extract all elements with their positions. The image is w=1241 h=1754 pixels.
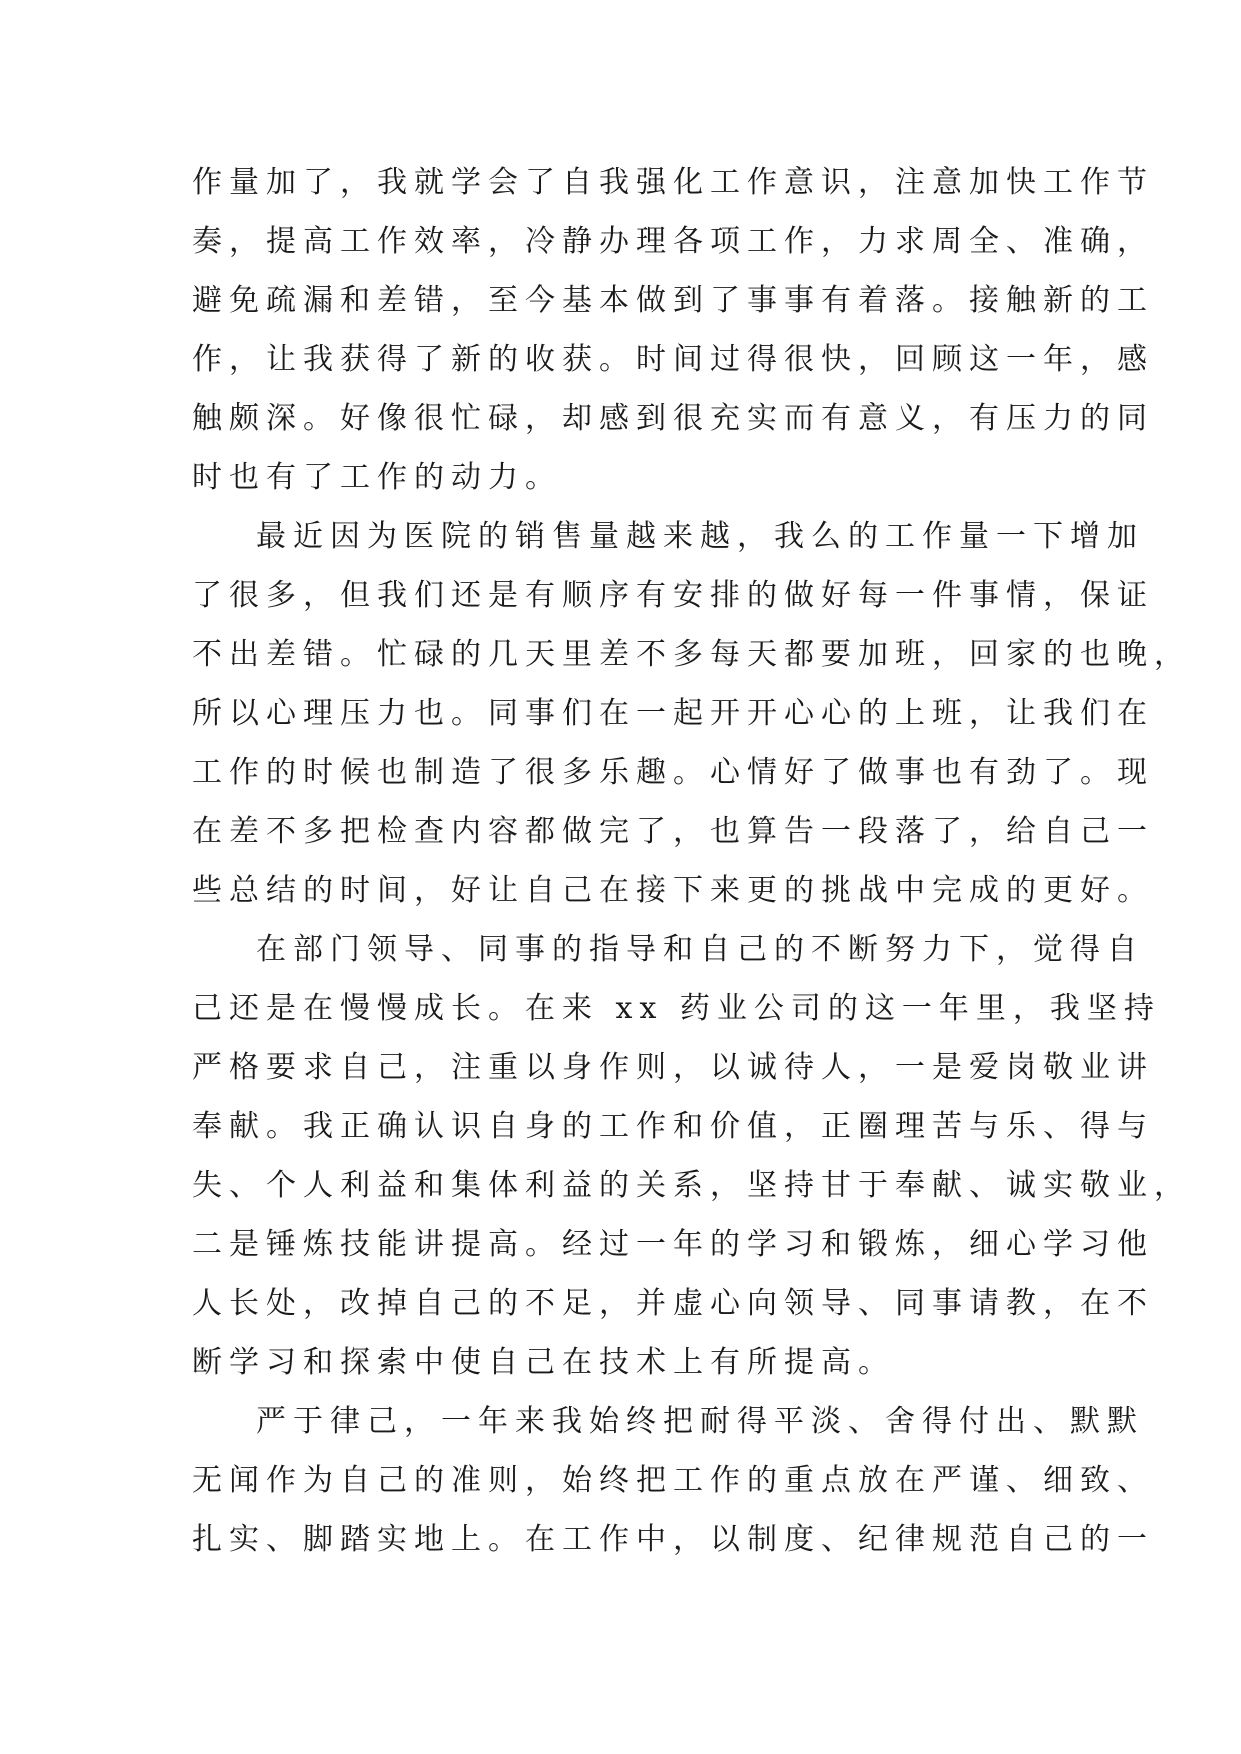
- text-line: 奏，提高工作效率，冷静办理各项工作，力求周全、准确，: [192, 224, 1154, 259]
- text-line: 作，让我获得了新的收获。时间过得很快，回顾这一年，感: [192, 342, 1154, 377]
- text-line: 些总结的时间，好让自己在接下来更的挑战中完成的更好。: [192, 873, 1154, 908]
- text-line: 避免疏漏和差错，至今基本做到了事事有着落。接触新的工: [192, 283, 1154, 318]
- text-line: 断学习和探索中使自己在技术上有所提高。: [192, 1345, 895, 1380]
- text-line: 最近因为医院的销售量越来越，我么的工作量一下增加: [256, 519, 1144, 554]
- text-line: 己还是在慢慢成长。在来 xx 药业公司的这一年里，我坚持: [192, 991, 1161, 1026]
- text-line: 工作的时候也制造了很多乐趣。心情好了做事也有劲了。现: [192, 755, 1154, 790]
- text-line: 时也有了工作的动力。: [192, 460, 562, 495]
- paragraph-1: [192, 153, 1154, 507]
- text-line: 无闻作为自己的准则，始终把工作的重点放在严谨、细致、: [192, 1463, 1154, 1498]
- text-line: 人长处，改掉自己的不足，并虚心向领导、同事请教，在不: [192, 1286, 1154, 1321]
- text-line: 了很多，但我们还是有顺序有安排的做好每一件事情，保证: [192, 578, 1154, 613]
- text-line: 不出差错。忙碌的几天里差不多每天都要加班，回家的也晚，: [192, 637, 1191, 672]
- text-line: 二是锤炼技能讲提高。经过一年的学习和锻炼，细心学习他: [192, 1227, 1154, 1262]
- text-line: 所以心理压力也。同事们在一起开开心心的上班，让我们在: [192, 696, 1154, 731]
- text-line: 奉献。我正确认识自身的工作和价值，正圈理苦与乐、得与: [192, 1109, 1154, 1144]
- text-line: 严格要求自己，注重以身作则，以诚待人，一是爱岗敬业讲: [192, 1050, 1154, 1085]
- text-line: 在部门领导、同事的指导和自己的不断努力下，觉得自: [256, 932, 1144, 967]
- paragraph-4: [192, 1392, 1154, 1569]
- paragraph-3: [192, 920, 1191, 1392]
- text-line: 扎实、脚踏实地上。在工作中，以制度、纪律规范自己的一: [192, 1522, 1154, 1557]
- text-line: 严于律己，一年来我始终把耐得平淡、舍得付出、默默: [256, 1404, 1144, 1439]
- document-body: [192, 153, 1191, 1569]
- text-line: 在差不多把检查内容都做完了，也算告一段落了，给自己一: [192, 814, 1154, 849]
- text-line: 失、个人利益和集体利益的关系，坚持甘于奉献、诚实敬业，: [192, 1168, 1191, 1203]
- text-line: 作量加了，我就学会了自我强化工作意识，注意加快工作节: [192, 165, 1154, 200]
- text-line: 触颇深。好像很忙碌，却感到很充实而有意义，有压力的同: [192, 401, 1154, 436]
- paragraph-2: [192, 507, 1191, 920]
